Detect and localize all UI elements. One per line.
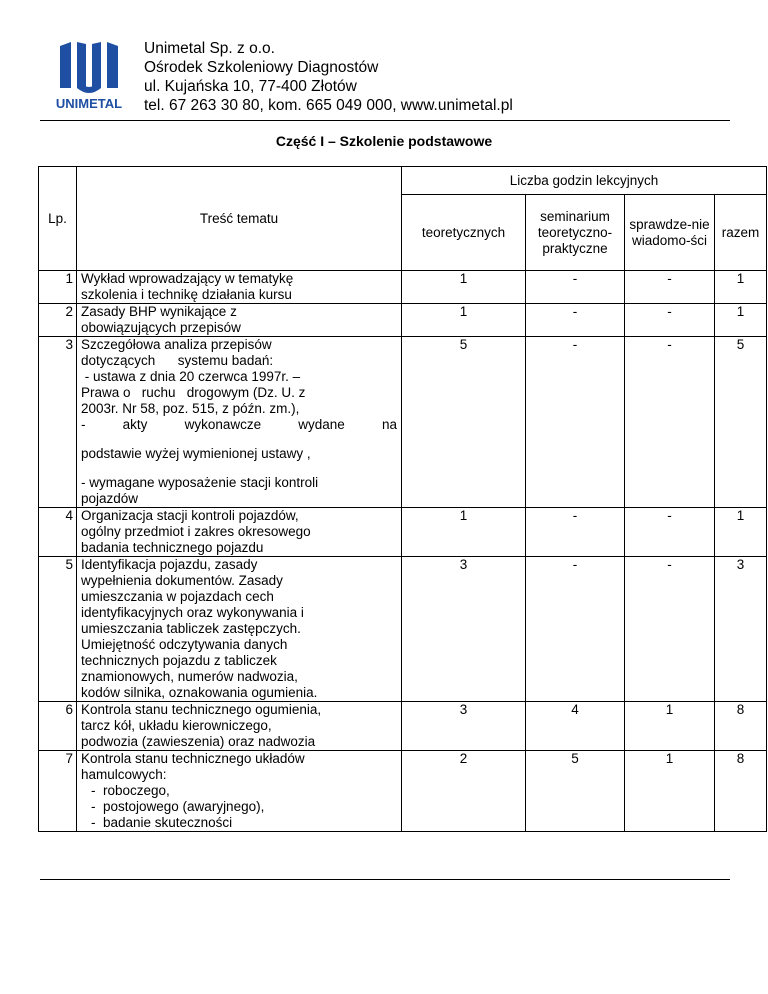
company-address: ul. Kujańska 10, 77-400 Złotów xyxy=(144,78,357,95)
row-topic: Organizacja stacji kontroli pojazdów, ogólny przedmiot i zakres okresowego badania technicznego pojazdu xyxy=(77,508,402,557)
row-topic: Kontrola stanu technicznego ogumienia, tarcz kół, układu kierowniczego, podwozia (zawieszenia) oraz nadwozia xyxy=(77,702,402,751)
row-number: 2 xyxy=(39,304,77,337)
unimetal-logo xyxy=(52,40,130,112)
header-topic: Treść tematu xyxy=(77,167,402,271)
row-number: 7 xyxy=(39,751,77,832)
header-check: sprawdze-nie wiadomo-ści xyxy=(625,195,715,271)
row-total: 8 xyxy=(715,702,767,751)
training-schedule-table xyxy=(38,166,767,832)
brake-types-list xyxy=(81,783,397,831)
row-seminar: - xyxy=(526,508,625,557)
row-theory: 5 xyxy=(402,337,526,508)
row-number: 4 xyxy=(39,508,77,557)
row-total: 5 xyxy=(715,337,767,508)
table-row xyxy=(39,508,767,557)
row-number: 3 xyxy=(39,337,77,508)
table-row xyxy=(39,337,767,508)
row-topic: Zasady BHP wynikające z obowiązujących przepisów xyxy=(77,304,402,337)
row-theory: 2 xyxy=(402,751,526,832)
row-theory: 1 xyxy=(402,304,526,337)
row-topic: Kontrola stanu technicznego układów hamulcowych: - roboczego, - postojowego (awaryjnego), - badanie skuteczności xyxy=(77,751,402,832)
row-check: 1 xyxy=(625,751,715,832)
row-theory: 3 xyxy=(402,702,526,751)
row-topic: Identyfikacja pojazdu, zasady wypełnienia dokumentów. Zasady umieszczania w pojazdach cech identyfikacyjnych oraz wykonywania i umieszczania tabliczek zastępczych. Umiejętność odczytywania danych technicznych pojazdu z tabliczek znamionowych, numerów nadwozia, kodów silnika, oznakowania ogumienia. xyxy=(77,557,402,702)
list-item: - badanie skuteczności xyxy=(91,815,233,830)
table-row xyxy=(39,702,767,751)
row-theory: 1 xyxy=(402,271,526,304)
table-row xyxy=(39,304,767,337)
header-theory: teoretycznych xyxy=(402,195,526,271)
row-number: 5 xyxy=(39,557,77,702)
table-row xyxy=(39,751,767,832)
row-check: - xyxy=(625,508,715,557)
header-hours: Liczba godzin lekcyjnych xyxy=(402,167,767,195)
row-seminar: - xyxy=(526,304,625,337)
row-seminar: 5 xyxy=(526,751,625,832)
row-seminar: - xyxy=(526,557,625,702)
row-topic: Wykład wprowadzający w tematykę szkolenia i technikę działania kursu xyxy=(77,271,402,304)
row-seminar: - xyxy=(526,337,625,508)
row-check: - xyxy=(625,304,715,337)
row-number: 6 xyxy=(39,702,77,751)
table-row xyxy=(39,271,767,304)
row-theory: 3 xyxy=(402,557,526,702)
company-info xyxy=(144,39,513,115)
row-total: 1 xyxy=(715,508,767,557)
company-contact: tel. 67 263 30 80, kom. 665 049 000, www.unimetal.pl xyxy=(144,97,513,114)
header-seminar: seminarium teoretyczno-praktyczne xyxy=(526,195,625,271)
row-topic: Szczegółowa analiza przepisów dotyczących systemu badań: - ustawa z dnia 20 czerwca 1997r. – Prawa o ruchu drogowym (Dz. U. z 2003r. Nr 58, poz. 515, z późn. zm.), - akty wykonawcze wydane na podstawie wyżej wymienionej ustawy , - wymagane wyposażenie stacji kontroli pojazdów xyxy=(77,337,402,508)
row-total: 8 xyxy=(715,751,767,832)
logo-text: UNIMETAL xyxy=(55,96,123,111)
table-row xyxy=(39,557,767,702)
row-seminar: 4 xyxy=(526,702,625,751)
company-department: Ośrodek Szkoleniowy Diagnostów xyxy=(144,59,379,76)
row-check: 1 xyxy=(625,702,715,751)
list-item: - postojowego (awaryjnego), xyxy=(91,799,265,814)
row-number: 1 xyxy=(39,271,77,304)
row-check: - xyxy=(625,557,715,702)
row-total: 1 xyxy=(715,271,767,304)
row-check: - xyxy=(625,337,715,508)
footer-divider xyxy=(40,879,730,880)
list-item: - roboczego, xyxy=(91,783,170,798)
row-theory: 1 xyxy=(402,508,526,557)
row-check: - xyxy=(625,271,715,304)
header-divider xyxy=(40,120,730,121)
part-title: Część I – Szkolenie podstawowe xyxy=(275,133,493,149)
row-total: 1 xyxy=(715,304,767,337)
row-total: 3 xyxy=(715,557,767,702)
row-seminar: - xyxy=(526,271,625,304)
header-lp: Lp. xyxy=(39,167,77,271)
header-total: razem xyxy=(715,195,767,271)
company-name: Unimetal Sp. z o.o. xyxy=(144,40,275,57)
